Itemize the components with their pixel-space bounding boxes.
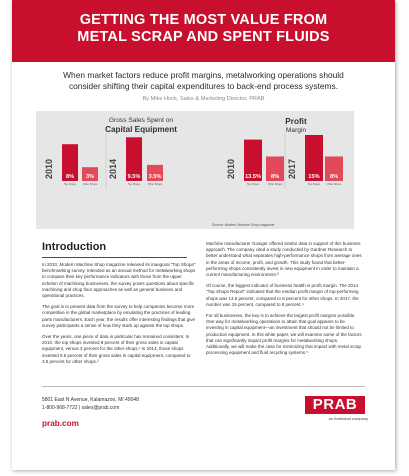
category-label: Top Shops (307, 183, 321, 186)
byline: By Mike Hock, Sales & Marketing Director, PRAB (142, 96, 265, 102)
bar-value-label: 9.5% (127, 174, 141, 180)
bar-value-label: 13.5% (245, 174, 261, 180)
category-label: Top Shops (127, 183, 141, 186)
logo-tagline: an Amhlobal company (328, 416, 368, 421)
footer-address-block (42, 396, 139, 412)
footer-divider (42, 386, 365, 387)
category-label: Other Shops (82, 183, 98, 186)
year-label: 2014 (108, 158, 118, 179)
category-label: Other Shops (147, 183, 163, 186)
footer-address: 5801 East N Avenue, Kalamazoo, MI 49048 (42, 397, 139, 403)
intro-left-paragraph: In 2010, Modern Machine Shop magazine released its inaugural "Top Shops" benchmarking survey. Intended as an annual method for metalworking shops to compare their key performance indicators with those from the upper echelon of machining businesses, the survey poses questions about specific machining and shop floor approaches as well as general business and operational practices. (42, 262, 196, 299)
intro-left-paragraph: Over the years, one piece of data in particular has remained consistent. In 2010, the top shops invested 8 percent of their gross sales in capital equipment, versus 3 percent for the other shops.¹ In 2014, those shops invested 9.5 percent of their gross sales in capital equipment, compared to 3.5 percent for other shops.² (42, 334, 191, 364)
title-banner (12, 0, 395, 62)
intro-right-column (206, 241, 362, 361)
bar-value-label: 3.5% (148, 174, 162, 180)
subheading-line-1: When market factors reduce profit margins, metalworking operations should (63, 70, 344, 80)
intro-left-paragraph: The goal is to present data from the survey to help companies become more competitive in the global marketplace by emulating the practices of leading parts manufacturers. Each year, the results offer interesting findings that give survey participants a sense of how they stack up against the top shops. (42, 304, 195, 328)
year-label: 2017 (287, 158, 297, 179)
bar-value-label: 15% (308, 174, 320, 180)
category-label: Top Shops (246, 183, 260, 186)
bar-value-label: 3% (85, 174, 95, 180)
intro-right-paragraph: Machine manufacturer Gosiger offered similar data in support of this business approach. The company cited a study conducted by Gardner Research to better understand what separates high-performance shops from average ones in the areas of income, profit, and growth. This study found that better-performing shops consistently invest in new equipment in order to maintain a current manufacturing environment.³ (206, 241, 362, 278)
right-chart-title-line-1: Profit (285, 117, 307, 126)
subheading-line-2: consider shifting their capital expenditures to back-end process systems. (68, 81, 339, 91)
bar-value-label: 8% (65, 174, 75, 180)
footer-contact: 1-800-968-7722 | sales@prab.com (42, 405, 120, 411)
year-label: 2010 (44, 158, 54, 179)
bar-value-label: 8% (270, 174, 280, 180)
title-line-2: METAL SCRAP AND SPENT FLUIDS (77, 29, 330, 45)
prab-logo: PRAB (305, 396, 365, 414)
category-label: Other Shops (326, 183, 342, 186)
chart-source: Source: Modern Machine Shop magazine (212, 223, 275, 227)
bar-value-label: 8% (329, 174, 339, 180)
year-label: 2010 (226, 158, 236, 179)
intro-left-column (42, 262, 197, 370)
footer-website-link[interactable]: prab.com (42, 419, 79, 428)
document-page (12, 0, 395, 470)
left-chart-title (66, 117, 216, 135)
intro-right-paragraph: For all businesses, the key is to achieve the largest profit margins possible. One way for metalworking operations to attain that goal appears to be investing in capital equipment—an investment that should not be limited to production equipment. In this white paper, we will examine some of the factors that can significantly impact profit margins for metalworking shops. Additionally, we will make the case for minimizing that impact with metal scrap processing equipment and fluid recycling systems.⁵ (206, 313, 362, 356)
right-chart-title-line-2: Margin (285, 127, 307, 134)
subheading (30, 70, 377, 92)
charts-panel (36, 111, 354, 229)
intro-heading-rule (42, 257, 187, 258)
title-line-1: GETTING THE MOST VALUE FROM (79, 12, 328, 28)
intro-heading: Introduction (42, 241, 107, 253)
right-chart-title (246, 117, 346, 135)
left-chart-title-line-2: Capital Equipment (105, 125, 177, 134)
category-label: Top Shops (63, 183, 77, 186)
category-label: Other Shops (267, 183, 283, 186)
left-chart-title-line-1: Gross Sales Spent on (108, 117, 174, 124)
intro-right-paragraph: Of course, the biggest indicator of business health is profit margin. The 2014 "Top Shops Report" indicated that the median profit margin of top-performing shops was 13.5 percent, compared to 8 percent for other shops. In 2017, the number was 15 percent, compared to 8 percent.⁴ (206, 283, 359, 307)
